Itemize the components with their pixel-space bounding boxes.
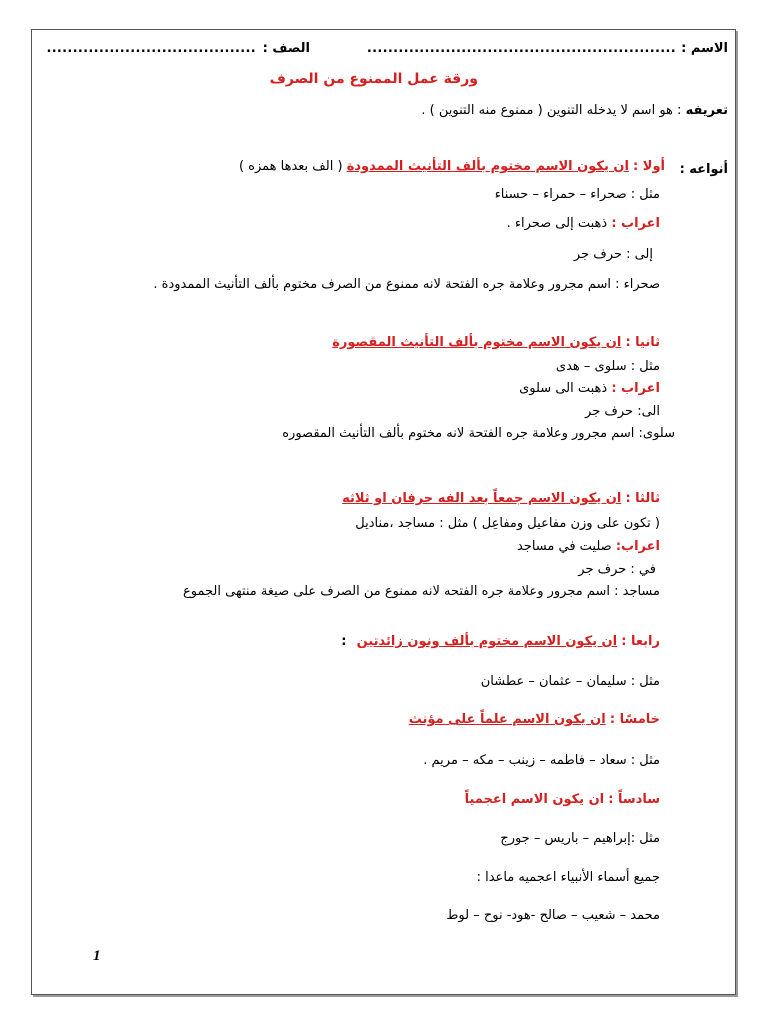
section-1-harf: إلى : حرف جر	[573, 247, 653, 262]
section-6-heading-text: ان يكون الاسم اعجمياً	[464, 792, 605, 807]
section-1-example: مثل : صحراء – حمراء – حسناء	[494, 187, 660, 202]
section-6-heading	[465, 791, 660, 809]
section-1-prefix: أولا :	[633, 159, 665, 174]
definition-line	[421, 102, 728, 120]
section-1-irab-sentence: ذهبت إلى صحراء .	[506, 216, 608, 231]
definition-text: : هو اسم لا يدخله التنوين ( ممنوع منه التنوين ) .	[421, 103, 682, 118]
section-3-prefix: ثالثا :	[625, 491, 660, 506]
section-1-explanation: صحراء : اسم مجرور وعلامة جره الفتحة لانه ممنوع من الصرف مختوم بألف التأنيث الممدودة .	[153, 277, 660, 292]
class-blank[interactable]: ........................................	[46, 41, 256, 56]
section-4-suffix: :	[341, 634, 347, 649]
section-5-heading-text: ان يكون الاسم علماً على مؤنث	[408, 712, 606, 727]
section-3-irab-label: اعراب:	[615, 539, 660, 554]
section-6-list: محمد – شعيب – صالح -هود- نوح – لوط	[446, 908, 660, 923]
section-5-prefix: خامسًا :	[609, 712, 660, 727]
section-3-heading-text: ان يكون الاسم جمعاً بعد الفه حرفان او ثلاثه	[342, 491, 622, 506]
section-5-example: مثل : سعاد – فاطمه – زينب – مكه – مريم .	[423, 753, 660, 768]
types-label: أنواعه :	[679, 162, 728, 177]
section-1-irab	[507, 215, 660, 233]
section-2-irab-label: اعراب :	[611, 381, 660, 396]
definition-label: تعريفه	[685, 103, 728, 118]
section-2-harf: الى: حرف جر	[585, 404, 660, 419]
name-label: الاسم :	[681, 41, 728, 56]
page-number: 1	[93, 948, 101, 964]
section-1-heading-text: ان يكون الاسم مختوم بألف التأنيث الممدودة	[346, 159, 629, 174]
page-title: ورقة عمل الممنوع من الصرف	[269, 71, 478, 87]
section-2-explanation: سلوى: اسم مجرور وعلامة جره الفتحة لانه مختوم بألف التأنيث المقصوره	[282, 426, 675, 441]
section-2-heading	[332, 334, 660, 352]
section-1-heading	[239, 158, 665, 176]
section-1-heading-note: ( الف بعدها همزه )	[238, 159, 343, 174]
section-3-heading	[342, 490, 660, 508]
section-3-irab	[517, 538, 660, 556]
section-6-example: مثل :إبراهيم – باريس – جورج	[500, 831, 660, 846]
section-5-heading	[409, 711, 660, 729]
section-6-prefix: سادساً :	[608, 792, 660, 807]
section-3-harf: في : حرف جر	[578, 562, 656, 577]
section-1-irab-label: اعراب :	[611, 216, 660, 231]
section-3-explanation: مساجد : اسم مجرور وعلامة جره الفتحه لانه ممنوع من الصرف على صيغة منتهى الجموع	[183, 584, 660, 599]
section-6-note: جميع أسماء الأنبياء اعجميه ماعدا :	[476, 870, 660, 885]
section-4-heading-text: ان يكون الاسم مختوم بألف ونون زائدتين	[356, 634, 618, 649]
section-4-example: مثل : سليمان – عثمان – عطشان	[480, 674, 660, 689]
section-2-irab	[519, 380, 660, 398]
section-3-note: ( تكون على وزن مفاعيل ومفاعِل ) مثل : مساجد ،مناديل	[355, 516, 660, 531]
section-3-irab-sentence: صليت في مساجد	[516, 539, 612, 554]
section-2-prefix: ثانيا :	[625, 335, 660, 350]
name-blank[interactable]: ...........................................................	[366, 41, 676, 56]
section-2-example: مثل : سلوى – هدى	[555, 359, 660, 374]
section-2-irab-sentence: ذهبت الى سلوى	[519, 381, 608, 396]
class-label: الصف :	[262, 41, 310, 56]
section-4-prefix: رابعا :	[621, 634, 660, 649]
section-2-heading-text: ان يكون الاسم مختوم بألف التأنيث المقصورة	[332, 335, 622, 350]
section-4-heading	[341, 633, 660, 651]
